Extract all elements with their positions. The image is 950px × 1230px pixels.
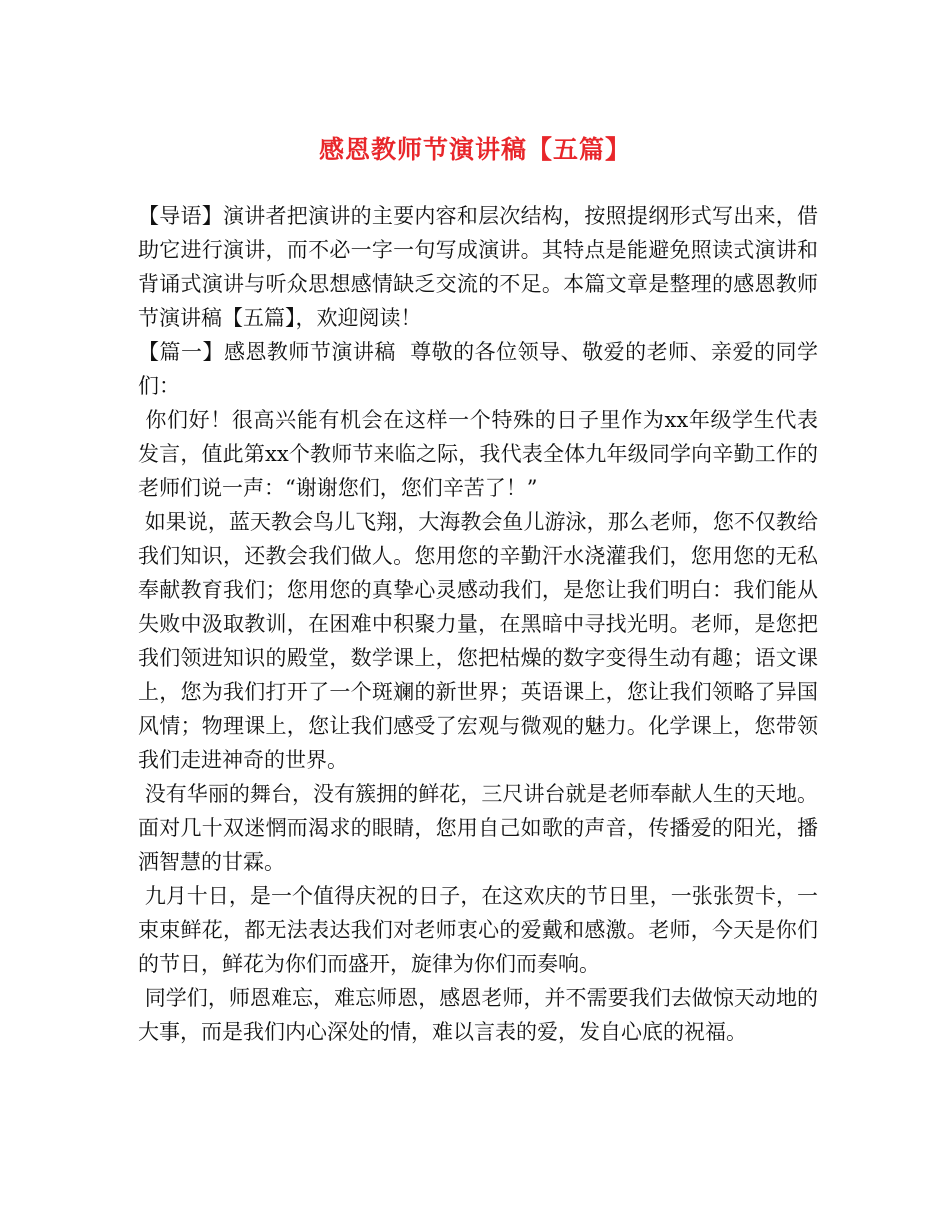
paragraph-podium: 没有华丽的舞台，没有簇拥的鲜花，三尺讲台就是老师奉献人生的天地。面对几十双迷惘而渴求的眼睛，您用自己如歌的声音，传播爱的阳光，播洒智慧的甘霖。 — [138, 782, 818, 874]
paragraph-september-tenth: 九月十日，是一个值得庆祝的日子，在这欢庆的节日里，一张张贺卡，一束束鲜花，都无法表达我们对老师衷心的爱戴和感激。老师，今天是你们的节日，鲜花为你们而盛开，旋律为你们而奏响。 — [138, 884, 818, 976]
paragraph-greeting: 你们好！很高兴能有机会在这样一个特殊的日子里作为xx年级学生代表发言，值此第xx个教师节来临之际，我代表全体九年级同学向辛勤工作的老师们说一声：“谢谢您们，您们辛苦了！” — [138, 408, 818, 500]
document-title: 感恩教师节演讲稿【五篇】 — [318, 135, 631, 164]
document-body — [138, 199, 818, 1049]
paragraph-teacher-gratitude: 如果说，蓝天教会鸟儿飞翔，大海教会鱼儿游泳，那么老师，您不仅教给我们知识，还教会我们做人。您用您的辛勤汗水浇灌我们，您用您的无私奉献教育我们；您用您的真挚心灵感动我们，是您让我们明白：我们能从失败中汲取教训，在困难中积聚力量，在黑暗中寻找光明。老师，是您把我们领进知识的殿堂，数学课上，您把枯燥的数字变得生动有趣；语文课上，您为我们打开了一个斑斓的新世界；英语课上，您让我们领略了异国风情；物理课上，您让我们感受了宏观与微观的魅力。化学课上，您带领我们走进神奇的世界。 — [138, 510, 818, 772]
paragraph-part-one-heading: 【篇一】感恩教师节演讲稿 尊敬的各位领导、敬爱的老师、亲爱的同学们： — [138, 340, 818, 398]
paragraph-classmates: 同学们，师恩难忘，难忘师恩，感恩老师，并不需要我们去做惊天动地的大事，而是我们内心深处的情，难以言表的爱，发自心底的祝福。 — [138, 986, 818, 1044]
paragraph-intro: 【导语】演讲者把演讲的主要内容和层次结构，按照提纲形式写出来，借助它进行演讲，而不必一字一句写成演讲。其特点是能避免照读式演讲和背诵式演讲与听众思想感情缺乏交流的不足。本篇文章是整理的感恩教师节演讲稿【五篇】，欢迎阅读！ — [138, 204, 818, 330]
